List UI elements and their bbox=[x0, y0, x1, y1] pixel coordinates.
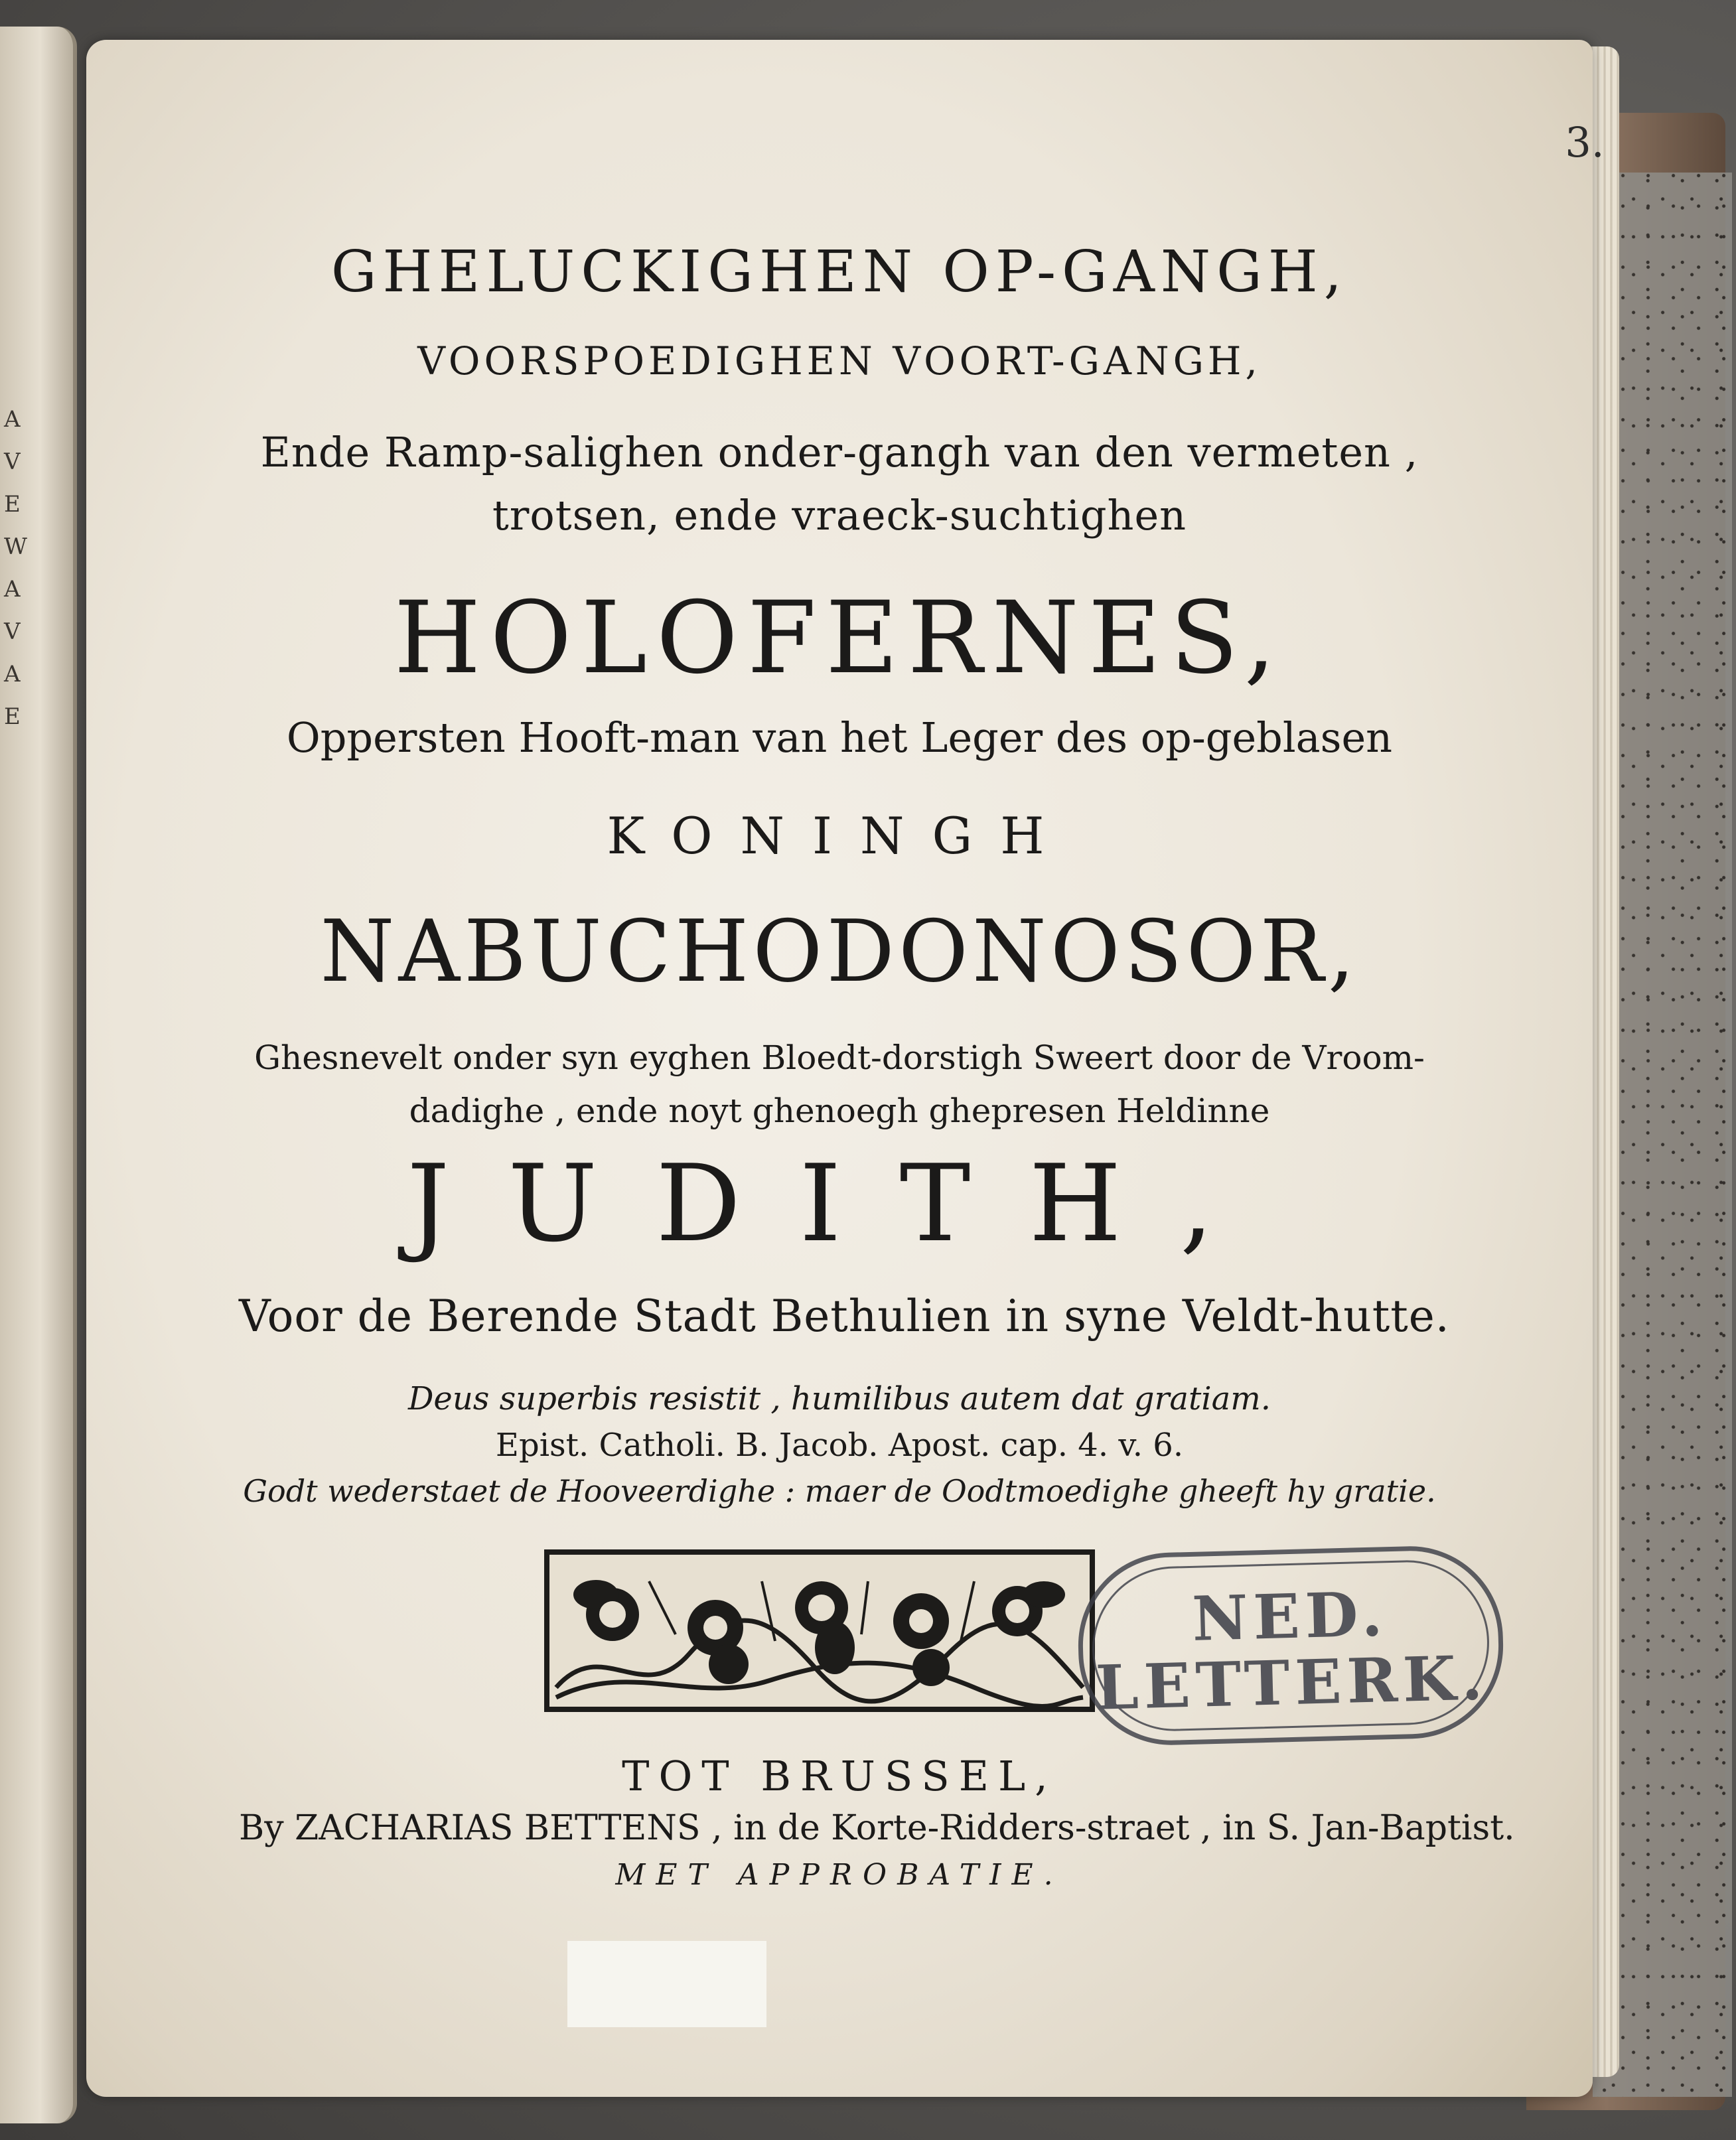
imprint-approval: MET APPROBATIE. bbox=[615, 1858, 1064, 1892]
facing-letter: V bbox=[4, 618, 21, 645]
motto-dutch: Godt wederstaet de Hooveerdighe : maer de Oodtmoedighe gheeft hy gratie. bbox=[243, 1473, 1436, 1509]
facing-letter: A bbox=[4, 576, 21, 603]
name-holofernes: HOLOFERNES, bbox=[394, 581, 1285, 696]
imprint-printer: By ZACHARIAS BETTENS , in de Korte-Ridders-straet , in S. Jan-Baptist. bbox=[239, 1808, 1515, 1848]
title-line-8: dadighe , ende noyt ghenoegh ghepresen Heldinne bbox=[409, 1092, 1270, 1130]
facing-letter: V bbox=[4, 449, 21, 475]
facing-letter: E bbox=[4, 703, 21, 730]
facing-page-edge bbox=[0, 27, 77, 2123]
title-line-1: GHELUCKIGHEN OP-GANGH, bbox=[330, 239, 1348, 305]
title-line-2: VOORSPOEDIGHEN VOORT-GANGH, bbox=[417, 338, 1262, 384]
woodcut-illustration bbox=[549, 1555, 1090, 1707]
facing-letter: A bbox=[4, 661, 21, 687]
title-line-3: Ende Ramp-salighen onder-gangh van den vermeten , bbox=[260, 428, 1419, 476]
motto-latin: Deus superbis resistit , humilibus autem dat gratiam. bbox=[407, 1380, 1271, 1417]
facing-letter: E bbox=[4, 491, 21, 518]
stamp-line-1: NED. bbox=[1191, 1578, 1389, 1655]
facing-letter: A bbox=[4, 406, 21, 433]
folio-number: 3. bbox=[1565, 118, 1605, 167]
imprint-place: TOT BRUSSEL, bbox=[622, 1752, 1057, 1800]
name-judith: JUDITH, bbox=[407, 1141, 1272, 1265]
motto-reference: Epist. Catholi. B. Jacob. Apost. cap. 4. v. 6. bbox=[495, 1427, 1184, 1464]
library-stamp bbox=[1076, 1544, 1505, 1748]
facing-letter: W bbox=[4, 534, 27, 560]
title-line-9: Voor de Berende Stadt Bethulien in syne Veldt-hutte. bbox=[239, 1291, 1450, 1342]
title-line-koningh: KONINGH bbox=[607, 806, 1072, 865]
stamp-line-2: LETTERK. bbox=[1094, 1642, 1489, 1724]
name-nabuchodonosor: NABUCHODONOSOR, bbox=[320, 902, 1359, 1001]
facing-page-fragment bbox=[4, 398, 31, 738]
woodcut-ornament bbox=[544, 1549, 1095, 1712]
title-line-7: Ghesnevelt onder syn eyghen Bloedt-dorstigh Sweert door de Vroom- bbox=[254, 1038, 1425, 1077]
redaction-patch bbox=[567, 1941, 766, 2027]
title-line-4: trotsen, ende vraeck-suchtighen bbox=[492, 491, 1187, 539]
title-page bbox=[86, 40, 1605, 2097]
title-line-5: Oppersten Hooft-man van het Leger des op-geblasen bbox=[286, 713, 1393, 762]
